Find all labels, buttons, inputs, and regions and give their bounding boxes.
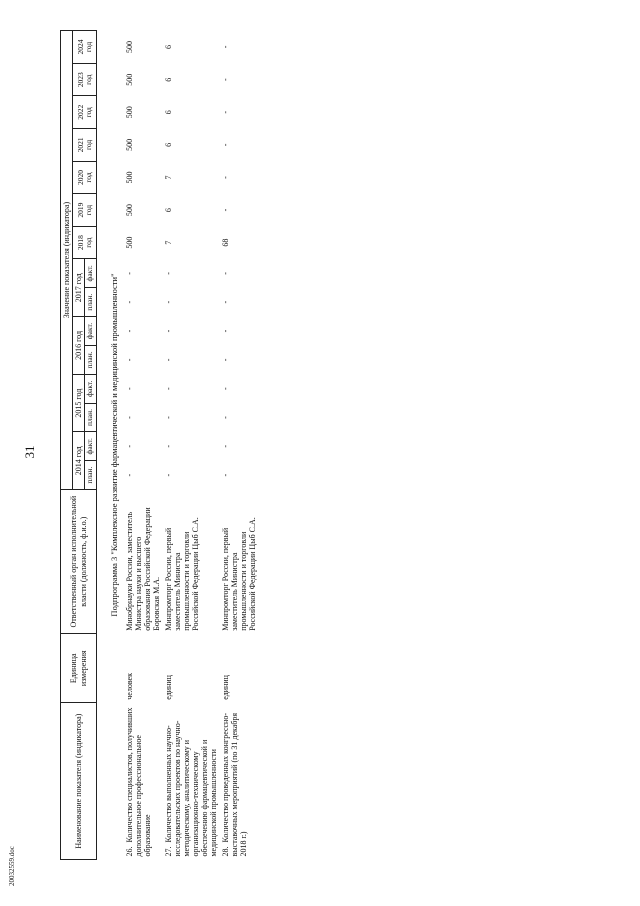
value-cell: - [163,416,173,419]
value-cell: - [220,416,230,419]
indicator-name-cell [124,703,163,860]
header-year-number: 2018 [75,235,85,251]
page-number: 31 [22,445,37,459]
indicator-name-cell [163,703,220,860]
header-year-pf: 2016 год [73,317,85,375]
table-row [124,31,163,860]
header-plan: план. [85,461,97,490]
value-cell: - [220,358,230,362]
header-org: Ответственный орган исполнительной власти (должность, ф.и.о.) [61,490,97,634]
value-cell: - [220,45,230,49]
value-cell: 6 [163,142,173,147]
header-year-pf: 2017 год [73,259,85,317]
indicator-table [60,30,258,860]
value-cell: 500 [124,106,134,119]
value-cell: - [163,329,173,333]
header-year-pf: 2014 год [73,432,85,490]
header-year [73,129,97,162]
value-cell: - [220,110,230,114]
indicator-table-sheet [60,30,590,860]
value-cell: - [220,300,230,304]
value-cell: 6 [163,110,173,115]
header-year-word: год [83,74,93,85]
indicator-name: Количество специалистов, получивших дополнительное профессиональное образование [124,707,153,857]
value-cell: - [163,445,173,448]
header-year-pf: 2015 год [73,374,85,432]
header-year [73,31,97,64]
unit-cell: единиц [220,675,230,700]
value-cell: - [220,387,230,391]
header-year [73,226,97,259]
value-cell: - [220,208,230,212]
header-year-number: 2020 [75,169,85,185]
subprogram-row [107,31,124,860]
header-plan: план. [85,403,97,432]
header-year [73,96,97,129]
header-fact: факт. [85,259,97,288]
value-cell: 500 [124,204,134,217]
header-year-number: 2024 [75,39,85,55]
header-year [73,161,97,194]
header-year [73,194,97,227]
value-cell: - [124,473,134,477]
value-cell: - [220,445,230,448]
header-year-word: год [83,139,93,150]
header-year-word: год [83,41,93,53]
row-number: 26. [124,846,134,857]
responsible-org-cell: Минпромторг России, первый заместитель Министра промышленности и торговли Российской Федерации Цыб С.А. [163,517,201,631]
value-cell: - [220,78,230,82]
row-number: 28. [220,846,230,857]
document-id: 20032559.doc [8,846,16,886]
header-year-number: 2022 [75,104,85,120]
unit-cell: человек [124,673,134,700]
header-plan: план. [85,288,97,317]
value-cell: - [220,329,230,333]
value-cell: - [220,143,230,147]
table-row [163,31,220,860]
unit-cell: единиц [163,675,173,700]
value-cell: - [163,272,173,275]
value-cell: 6 [163,77,173,82]
indicator-name: Количество выполненных научно-исследовательских проектов по научно-методическому, аналитическому и организационно-техническому обеспечению фармацевтической и медицинской промышленности [163,720,219,857]
header-fact: факт. [85,317,97,346]
header-year-number: 2023 [75,72,85,88]
value-cell: 500 [124,171,134,184]
value-cell: 500 [124,40,134,53]
header-year [73,63,97,96]
header-year-number: 2021 [75,137,85,153]
value-cell: 68 [220,238,230,247]
value-cell: - [220,473,230,477]
header-plan: план. [85,345,97,374]
header-name: Наименование показателя (индикатора) [61,703,97,860]
value-cell: - [163,473,173,477]
indicator-name: Количество проведенных конгрессно-выставочных мероприятий (по 31 декабря 2018 г.) [220,712,249,857]
row-number: 27. [163,846,173,857]
header-fact: факт. [85,432,97,461]
value-cell: - [124,272,134,275]
value-cell: - [124,300,134,304]
value-cell: - [220,176,230,179]
header-unit: Единица измерения [61,634,97,703]
value-cell: 500 [124,73,134,86]
value-cell: 500 [124,138,134,151]
value-cell: - [163,358,173,362]
table-row [220,31,259,860]
responsible-org-cell: Минпромторг России, первый заместитель Министра промышленности и торговли Российской Федерации Цыб С.А. [220,517,258,631]
value-cell: - [124,358,134,362]
header-year-number: 2019 [75,202,85,218]
value-cell: - [163,300,173,304]
value-cell: 7 [163,175,173,180]
value-cell: - [163,387,173,391]
header-fact: факт. [85,374,97,403]
header-year-word: год [83,107,93,118]
header-year-word: год [83,172,93,183]
value-cell: - [124,329,134,333]
header-values: Значение показателя (индикатора) [61,31,73,490]
value-cell: - [124,387,134,391]
value-cell: 7 [163,240,173,245]
value-cell: - [220,272,230,275]
value-cell: 6 [163,208,173,213]
value-cell: 6 [163,44,173,49]
value-cell: - [124,445,134,448]
header-year-word: год [83,237,93,248]
responsible-org-cell: Минобрнауки России, заместитель Министра науки и высшего образования Российской Федерации Боровская М.А. [124,507,162,631]
subprogram-title: Подпрограмма 3 "Комплексное развитие фармацевтической и медицинской промышленности" [109,273,119,617]
value-cell: 500 [124,236,134,249]
indicator-name-cell [220,703,259,860]
value-cell: - [124,416,134,419]
header-year-word: год [83,204,93,216]
